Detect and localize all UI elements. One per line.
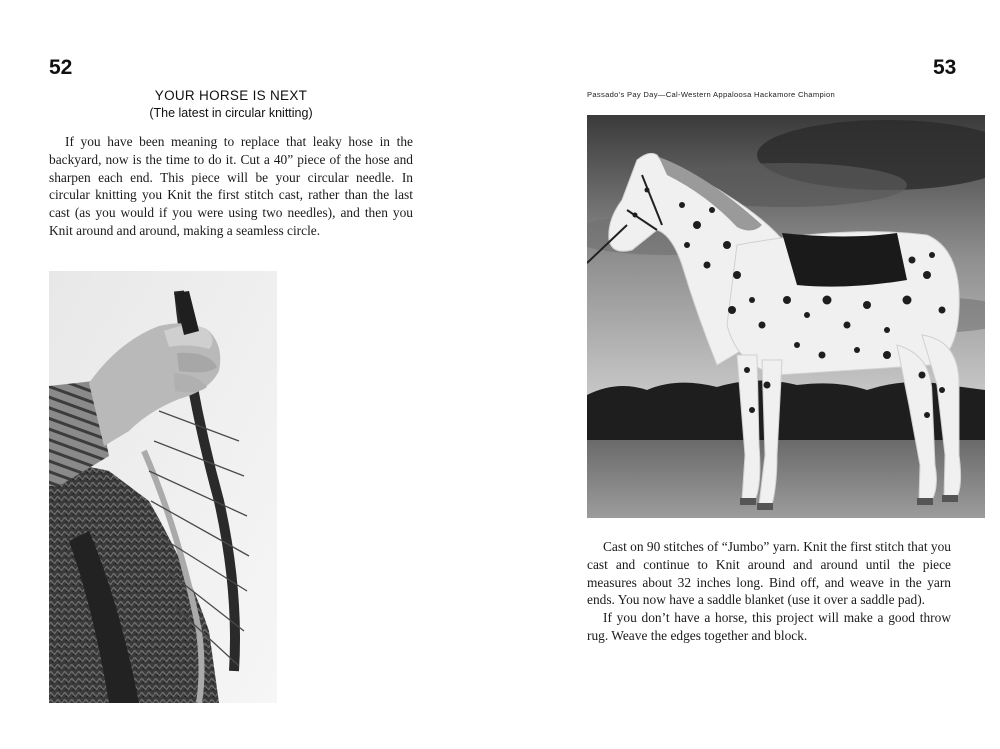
photo-caption: Passado’s Pay Day—Cal-Western Appaloosa Hackamore Champion	[587, 90, 835, 99]
page-number-left: 52	[49, 56, 73, 79]
left-body-text	[49, 133, 413, 240]
horse-photo	[587, 115, 985, 518]
article-subtitle: (The latest in circular knitting)	[149, 106, 313, 120]
article-title: YOUR HORSE IS NEXT	[154, 88, 308, 103]
instructions-paragraph: Cast on 90 stitches of “Jumbo” yarn. Knit the first stitch that you cast and continue to Knit around and around until the piece measures about 32 inches long. Bind off, and weave in the yarn ends. You now have a saddle blanket (use it over a saddle pad).	[587, 539, 951, 608]
intro-paragraph: If you have been meaning to replace that leaky hose in the backyard, now is the time to do it. Cut a 40” piece of the hose and sharpen each end. This piece will be your circular needle. In circular knitting you Knit the first stitch cast, rather than the last cast (as you would if you were using two needles), and then you Knit around and around, making a seamless circle.	[49, 134, 413, 238]
alternative-use-paragraph: If you don’t have a horse, this project will make a good throw rug. Weave the edges together and block.	[587, 610, 951, 643]
knitting-photo	[49, 271, 277, 703]
page-number-right: 53	[933, 56, 957, 79]
right-body-text	[587, 538, 951, 645]
